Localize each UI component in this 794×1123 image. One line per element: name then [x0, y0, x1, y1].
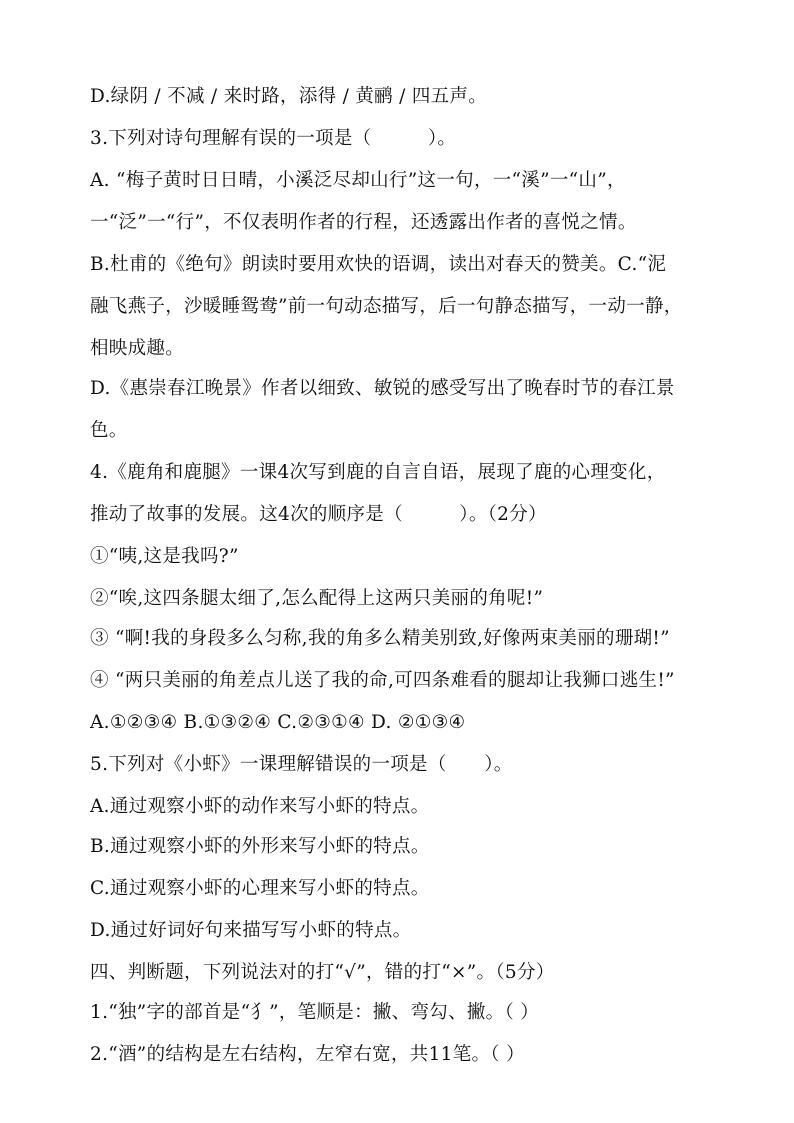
- judge-item-1: 1.“独”字的部首是“犭”，笔顺是：撇、弯勾、撇。（ ）: [90, 1002, 540, 1023]
- section-4-heading: 四、判断题，下列说法对的打“√”，错的打“×”。（5分）: [90, 962, 555, 983]
- q5-option-b: B.通过观察小虾的外形来写小虾的特点。: [90, 836, 430, 857]
- q4-options: A.①②③④ B.①③②④ C.②③①④ D. ②①③④: [90, 712, 466, 733]
- q3-option-d-line-1: D.《惠崇春江晚景》作者以细致、敏锐的感受写出了晚春时节的春江景: [90, 378, 675, 399]
- question-5-stem: 5.下列对《小虾》一课理解错误的一项是（ ）。: [90, 754, 513, 775]
- q5-option-d: D.通过好词好句来描写写小虾的特点。: [90, 920, 412, 941]
- q3-option-a-line-1: A. “梅子黄时日日晴，小溪泛尽却山行”这一句，一“溪”一“山”，: [90, 170, 626, 191]
- q3-option-a-line-2: 一“泛”一“行”，不仅表明作者的行程，还透露出作者的喜悦之情。: [90, 212, 637, 233]
- question-4-stem-line-1: 4.《鹿角和鹿腿》一课4次写到鹿的自言自语，展现了鹿的心理变化，: [90, 462, 666, 483]
- q5-option-a: A.通过观察小虾的动作来写小虾的特点。: [90, 796, 430, 817]
- q3-option-c-line-2: 融飞燕子，沙暖睡鸳鸯”前一句动态描写，后一句静态描写，一动一静，: [90, 296, 683, 317]
- q3-option-d-line-2: 色。: [90, 420, 128, 441]
- q4-quote-2: ②“唉,这四条腿太细了,怎么配得上这两只美丽的角呢!”: [90, 588, 544, 609]
- q4-quote-1: ①“咦,这是我吗?”: [90, 546, 239, 567]
- q4-quote-3: ③ “啊!我的身段多么匀称,我的角多么精美别致,好像两束美丽的珊瑚!”: [90, 628, 670, 649]
- judge-item-2: 2.“酒”的结构是左右结构，左窄右宽，共11笔。（ ）: [90, 1044, 525, 1065]
- option-d-line: D.绿阴 / 不减 / 来时路，添得 / 黄鹂 / 四五声。: [90, 86, 488, 107]
- q3-option-c-line-3: 相映成趣。: [90, 338, 185, 359]
- question-4-stem-line-2: 推动了故事的发展。这4次的顺序是（ ）。（2分）: [90, 504, 547, 525]
- q3-option-b-line: B.杜甫的《绝句》朗读时要用欢快的语调，读出对春天的赞美。C.“泥: [90, 254, 667, 275]
- q4-quote-4: ④ “两只美丽的角差点儿送了我的命,可四条难看的腿却让我狮口逃生!”: [90, 670, 675, 691]
- q5-option-c: C.通过观察小虾的心理来写小虾的特点。: [90, 878, 430, 899]
- question-3-stem: 3.下列对诗句理解有误的一项是（ ）。: [90, 128, 457, 149]
